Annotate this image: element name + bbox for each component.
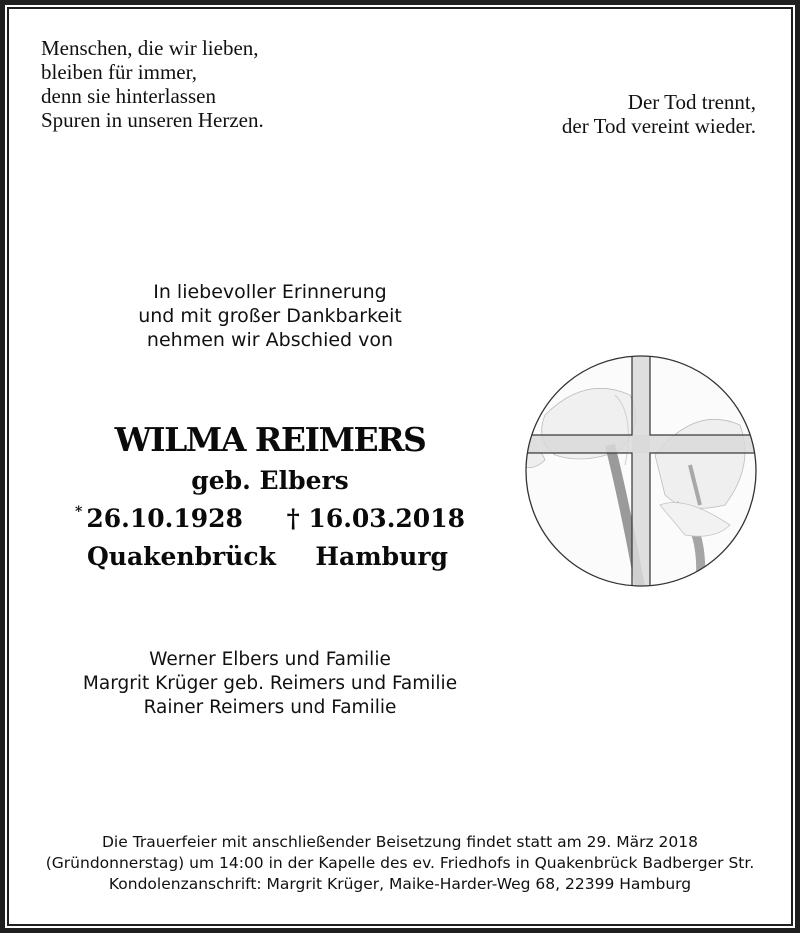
birth-place: Quakenbrück [87, 542, 276, 571]
emblem-svg [525, 355, 757, 587]
family-line: Margrit Krüger geb. Reimers und Familie [82, 673, 458, 694]
birth-star-icon: * [75, 504, 83, 520]
intro-line: und mit großer Dankbarkeit [138, 305, 402, 327]
death-date-group [287, 504, 465, 533]
birth-date: 26.10.1928 [86, 504, 243, 533]
footer-line: (Gründonnerstag) um 14:00 in der Kapelle des ev. Friedhofs in Quakenbrück Badberger Str. [45, 854, 755, 872]
life-places [70, 542, 470, 578]
poem-left-line: Menschen, die wir lieben, [41, 36, 259, 60]
intro-text [100, 280, 440, 352]
birth-date-group [75, 504, 243, 533]
life-dates [75, 504, 465, 540]
poem-left [41, 36, 264, 132]
death-date: 16.03.2018 [308, 504, 465, 533]
footer-line: Kondolenzanschrift: Margrit Krüger, Maike-Harder-Weg 68, 22399 Hamburg [108, 875, 692, 893]
family-line: Werner Elbers und Familie [149, 649, 391, 670]
death-place: Hamburg [315, 542, 448, 571]
intro-line: In liebevoller Erinnerung [153, 281, 387, 303]
poem-left-line: denn sie hinterlassen [41, 84, 216, 108]
poem-right [562, 90, 756, 138]
family-signatures [40, 648, 500, 720]
poem-left-line: bleiben für immer, [41, 60, 198, 84]
cross-lily-emblem-icon [525, 355, 757, 587]
family-line: Rainer Reimers und Familie [143, 697, 397, 718]
poem-left-line: Spuren in unseren Herzen. [41, 108, 264, 132]
footer-line: Die Trauerfeier mit anschließender Beisetzung findet statt am 29. März 2018 [101, 833, 698, 851]
poem-right-line: der Tod vereint wieder. [561, 114, 756, 138]
poem-right-line: Der Tod trennt, [627, 90, 756, 114]
intro-line: nehmen wir Abschied von [146, 329, 394, 351]
funeral-details [20, 832, 780, 895]
maiden-name: geb. Elbers [191, 466, 349, 495]
death-cross-icon: † [286, 504, 300, 533]
deceased-name: WILMA REIMERS [114, 420, 426, 459]
